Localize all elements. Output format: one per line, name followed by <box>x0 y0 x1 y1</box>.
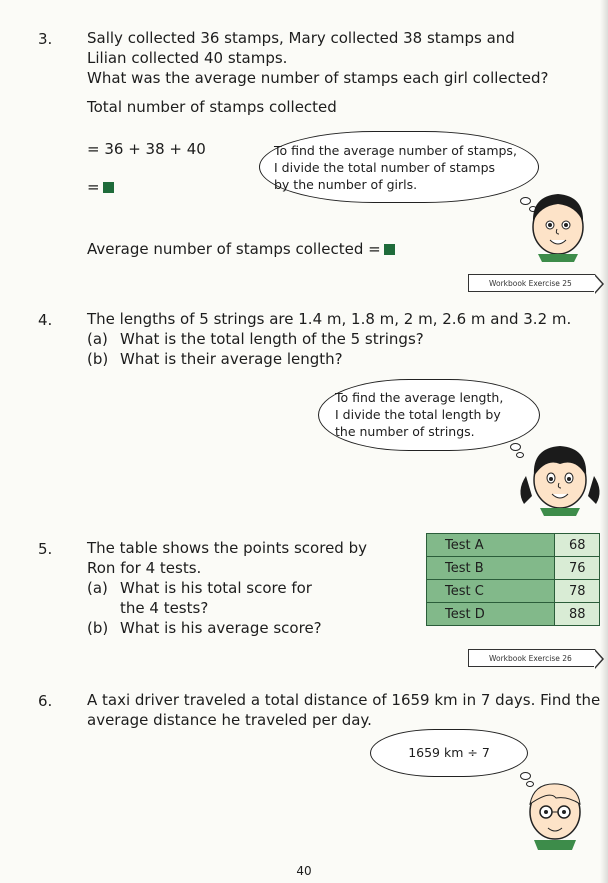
q3-line-1: Sally collected 36 stamps, Mary collected 38 stamps and <box>87 29 515 47</box>
q4-bubble-line-3: the number of strings. <box>335 424 475 439</box>
q3-equation: = 36 + 38 + 40 <box>87 140 206 158</box>
test-name-cell: Test C <box>427 580 555 603</box>
q3-line-3: What was the average number of stamps each girl collected? <box>87 69 549 87</box>
q5-part-a-text-2: the 4 tests? <box>120 599 209 617</box>
q4-bubble-line-1: To find the average length, <box>335 390 504 405</box>
q3-bubble-line-3: by the number of girls. <box>274 177 418 192</box>
q6-line-1: A taxi driver traveled a total distance of 1659 km in 7 days. Find the <box>87 691 601 709</box>
workbook-exercise-25-tag[interactable]: Workbook Exercise 25 <box>468 274 595 292</box>
boy-character-icon <box>524 182 592 262</box>
q4-thought-bubble <box>318 379 540 451</box>
table-row <box>427 557 600 580</box>
q5-part-a-label: (a) <box>87 579 108 597</box>
answer-blank-square <box>103 182 114 193</box>
scores-table <box>426 533 600 626</box>
q3-thought-bubble <box>259 131 539 203</box>
score-cell: 88 <box>555 603 600 626</box>
question-5-number: 5. <box>38 540 53 558</box>
table-row <box>427 534 600 557</box>
q5-line-1: The table shows the points scored by <box>87 539 367 557</box>
q5-part-b-text: What is his average score? <box>120 619 322 637</box>
page-number: 40 <box>296 864 312 878</box>
question-3-number: 3. <box>38 30 53 48</box>
q4-part-b-label: (b) <box>87 350 109 368</box>
table-row <box>427 580 600 603</box>
q3-answer-line: = <box>87 177 114 197</box>
q4-line-1: The lengths of 5 strings are 1.4 m, 1.8 m, 2 m, 2.6 m and 3.2 m. <box>87 310 572 328</box>
q4-part-b-text: What is their average length? <box>120 350 343 368</box>
q5-part-b-label: (b) <box>87 619 109 637</box>
test-name-cell: Test D <box>427 603 555 626</box>
q4-part-a-label: (a) <box>87 330 108 348</box>
answer-blank-square <box>384 244 395 255</box>
question-4-number: 4. <box>38 311 53 329</box>
q6-thought-bubble: 1659 km ÷ 7 <box>370 729 528 777</box>
table-row <box>427 603 600 626</box>
boy-with-glasses-character-icon <box>520 774 590 850</box>
score-cell: 68 <box>555 534 600 557</box>
workbook-exercise-26-tag[interactable]: Workbook Exercise 26 <box>468 649 595 667</box>
q5-part-a-text: What is his total score for <box>120 579 312 597</box>
score-cell: 76 <box>555 557 600 580</box>
q6-line-2: average distance he traveled per day. <box>87 711 372 729</box>
test-name-cell: Test B <box>427 557 555 580</box>
q5-line-2: Ron for 4 tests. <box>87 559 202 577</box>
q3-line-2: Lilian collected 40 stamps. <box>87 49 288 67</box>
q3-bubble-line-2: I divide the total number of stamps <box>274 160 496 175</box>
girl-character-icon <box>516 436 604 516</box>
q4-part-a-text: What is the total length of the 5 strings? <box>120 330 424 348</box>
score-cell: 78 <box>555 580 600 603</box>
q4-bubble-line-2: I divide the total length by <box>335 407 501 422</box>
q3-bubble-line-1: To find the average number of stamps, <box>274 143 517 158</box>
q3-average-line: Average number of stamps collected = <box>87 239 395 259</box>
question-6-number: 6. <box>38 692 53 710</box>
test-name-cell: Test A <box>427 534 555 557</box>
q3-total-label: Total number of stamps collected <box>87 98 337 116</box>
